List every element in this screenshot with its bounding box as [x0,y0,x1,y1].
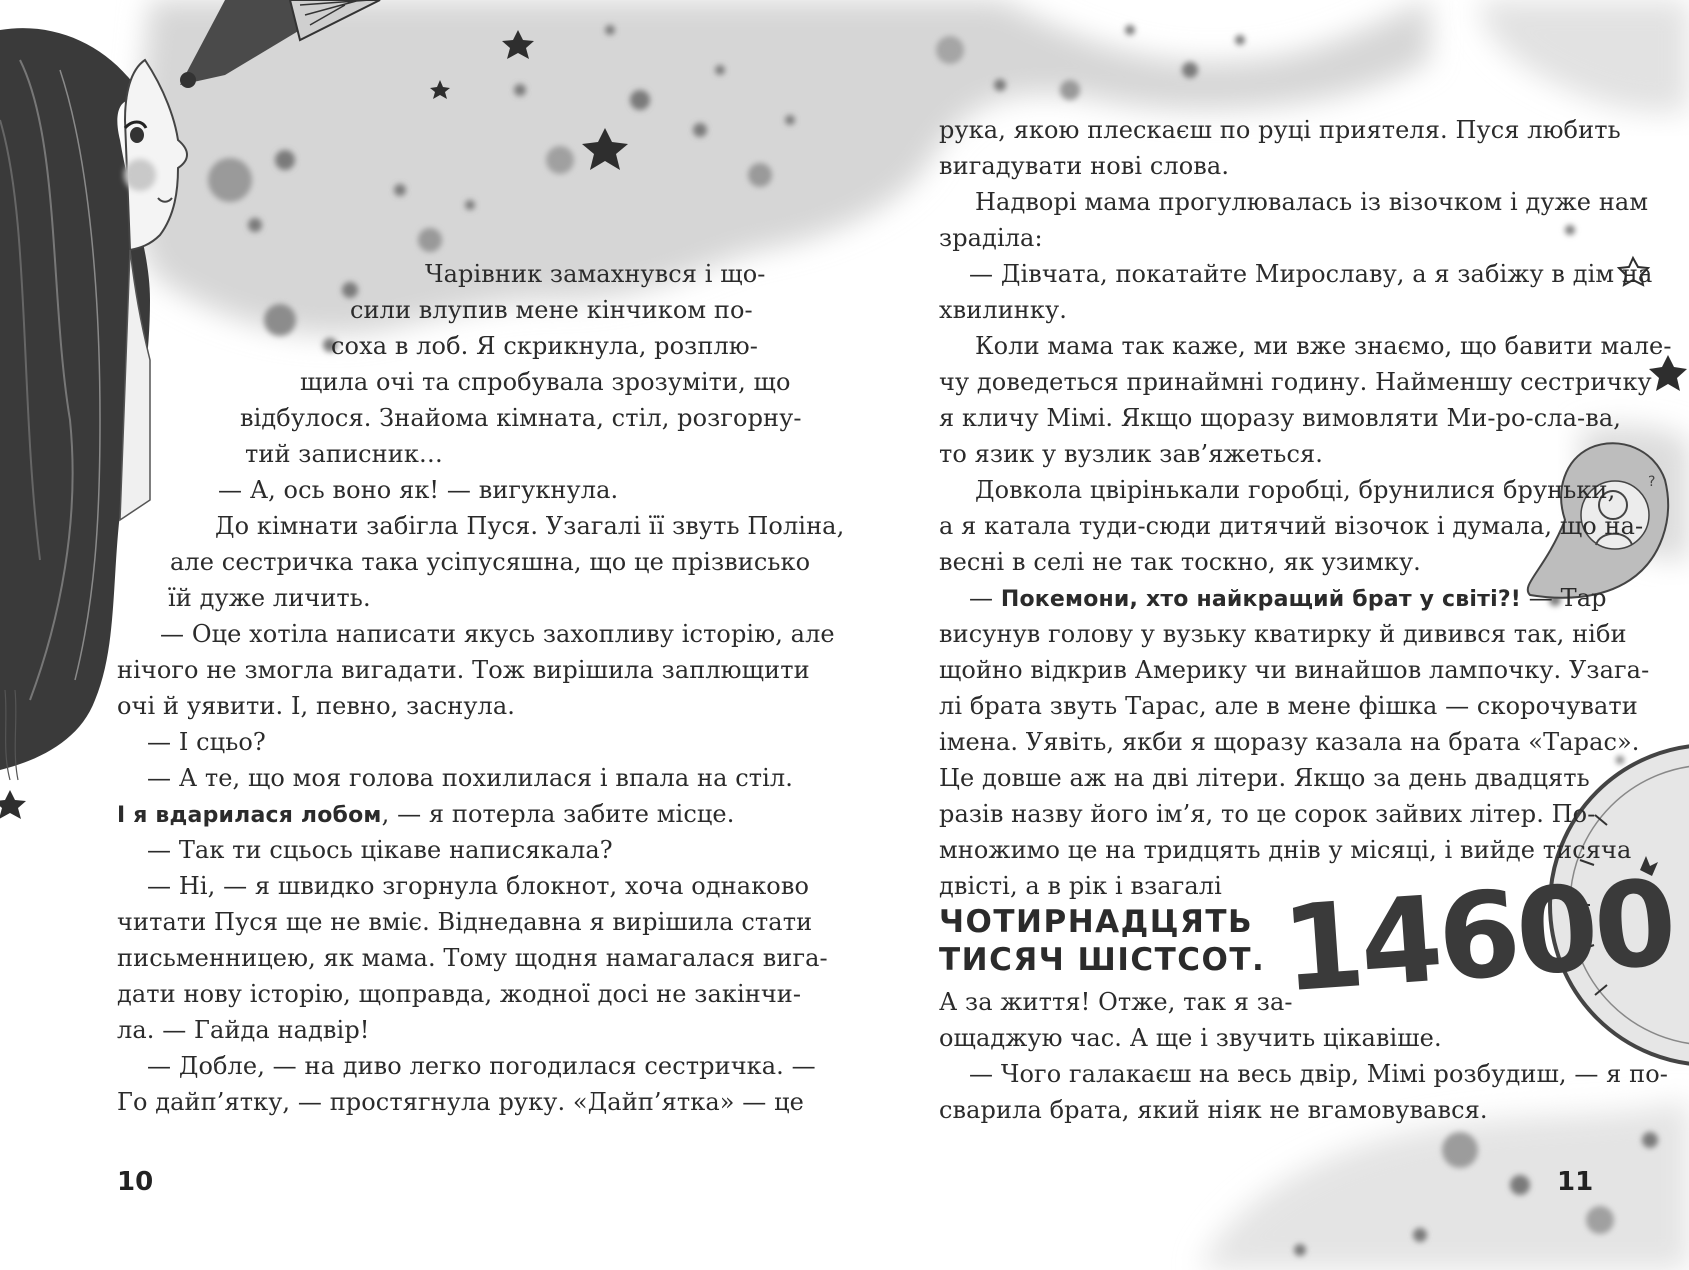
text-line: очі й уявити. І, певно, заснула. [117,692,516,720]
page-number: 11 [1557,1167,1594,1197]
text-line: — Чого галакаєш на весь двір, Мімі розбудиш, — я по- [969,1060,1668,1088]
text-line-hand [969,580,1607,618]
dash: — [969,584,994,612]
text-line: соха в лоб. Я скрикнула, розплю- [331,332,758,360]
text-line: письменницею, як мама. Тому щодня намагалася вига- [117,944,828,972]
text-line-tail: , — я потерла забите місце. [381,800,735,828]
handwritten-big-line-2 [939,940,1265,980]
text-line: Чарівник замахнувся і що- [425,260,766,288]
text-line: Надворі мама прогулювалась із візочком і дуже нам [975,188,1649,216]
text-line: я кличу Мімі. Якщо щоразу вимовляти Ми-ро-сла-ва, [939,404,1622,432]
text-line: дати нову історію, щоправда, жодної досі не закінчи- [117,980,802,1008]
text-line: ощаджую час. А ще і звучить цікавіше. [939,1024,1442,1052]
text-line: лі брата звуть Тарас, але в мене фішка — скорочувати [939,692,1638,720]
text-line: хвилинку. [939,296,1067,324]
handwritten-big-text: ТИСЯЧ ШІСТСОТ [939,942,1253,978]
handwritten-phrase: І я вдарилася лобом [117,803,382,828]
text-line: а я катала туди-сюди дитячий візочок і думала, що на- [939,512,1644,540]
text-line: відбулося. Знайома кімната, стіл, розгорну- [240,404,802,432]
text-line: їй дуже личить. [168,584,371,612]
text-line: імена. Уявіть, якби я щоразу казала на брата «Тарас». [939,728,1640,756]
text-line: щойно відкрив Америку чи винайшов лампочку. Узага- [939,656,1650,684]
text-line-hand [117,796,734,834]
text-line: сили влупив мене кінчиком по- [350,296,753,324]
text-line: сварила брата, який ніяк не вгамовувався. [939,1096,1488,1124]
text-line: весні в селі не так тоскно, як узимку. [939,548,1421,576]
svg-text:?: ? [1648,474,1656,490]
text-line: вигадувати нові слова. [939,152,1230,180]
text-line: то язик у вузлик зав’яжеться. [939,440,1323,468]
text-line: — І сцьо? [147,728,266,756]
text-line: Довкола цвірінькали горобці, брунилися бруньки, [975,476,1616,504]
handwritten-phrase: Покемони, хто найкращий брат у світі?! [1000,587,1522,612]
text-line: — Добле, — на диво легко погодилася сестричка. — [147,1052,816,1080]
text-line: рука, якою плескаєш по руці приятеля. Пуся любить [939,116,1621,144]
text-line: двісті, а в рік і взагалі [939,872,1222,900]
text-line: щила очі та спробувала зрозуміти, що [300,368,791,396]
text-line: — Ні, — я швидко згорнула блокнот, хоча однаково [147,872,809,900]
text-line: множимо це на тридцять днів у місяці, і вийде тисяча [939,836,1632,864]
text-line: А за життя! Отже, так я за- [939,988,1293,1016]
text-line: висунув голову у вузьку кватирку й дивився так, ніби [939,620,1627,648]
text-line: разів назву його ім’я, то це сорок зайвих літер. По- [939,800,1596,828]
text-line: Це довше аж на дві літери. Якщо за день двадцять [939,764,1590,792]
text-line: читати Пуся ще не вміє. Віднедавна я вирішила стати [117,908,813,936]
text-line: Коли мама так каже, ми вже знаємо, що бавити мале- [975,332,1672,360]
handwritten-big-line-1: ЧОТИРНАДЦЯТЬ [939,904,1254,940]
text-line: До кімнати забігла Пуся. Узагалі її звуть Поліна, [215,512,845,540]
text-line: — А, ось воно як! — вигукнула. [218,476,619,504]
text-line: зраділа: [939,224,1043,252]
text-line: — Так ти сцьось цікаве написякала? [147,836,613,864]
text-line: ла. — Гайда надвір! [117,1016,370,1044]
text-line: Го дайп’ятку, — простягнула руку. «Дайп’ятка» — це [117,1088,804,1116]
page-number: 10 [117,1167,154,1197]
text-line: — Дівчата, покатайте Мирославу, а я забіжу в дім на [969,260,1653,288]
text-line: тий записник… [245,440,444,468]
text-line-tail: — Тар [1521,584,1607,612]
handwritten-big-dot: . [1252,942,1266,978]
text-line: але сестричка така усіпусяшна, що це прізвисько [170,548,811,576]
text-line: чу доведеться принаймні годину. Найменшу сестричку [939,368,1652,396]
text-line: нічого не змогла вигадати. Тож вирішила заплющити [117,656,810,684]
text-line: — А те, що моя голова похилилася і впала на стіл. [147,764,794,792]
text-line: — Оце хотіла написати якусь захопливу історію, але [160,620,835,648]
big-number-14600: 14600 [1277,853,1677,1019]
right-page [845,0,1689,1270]
